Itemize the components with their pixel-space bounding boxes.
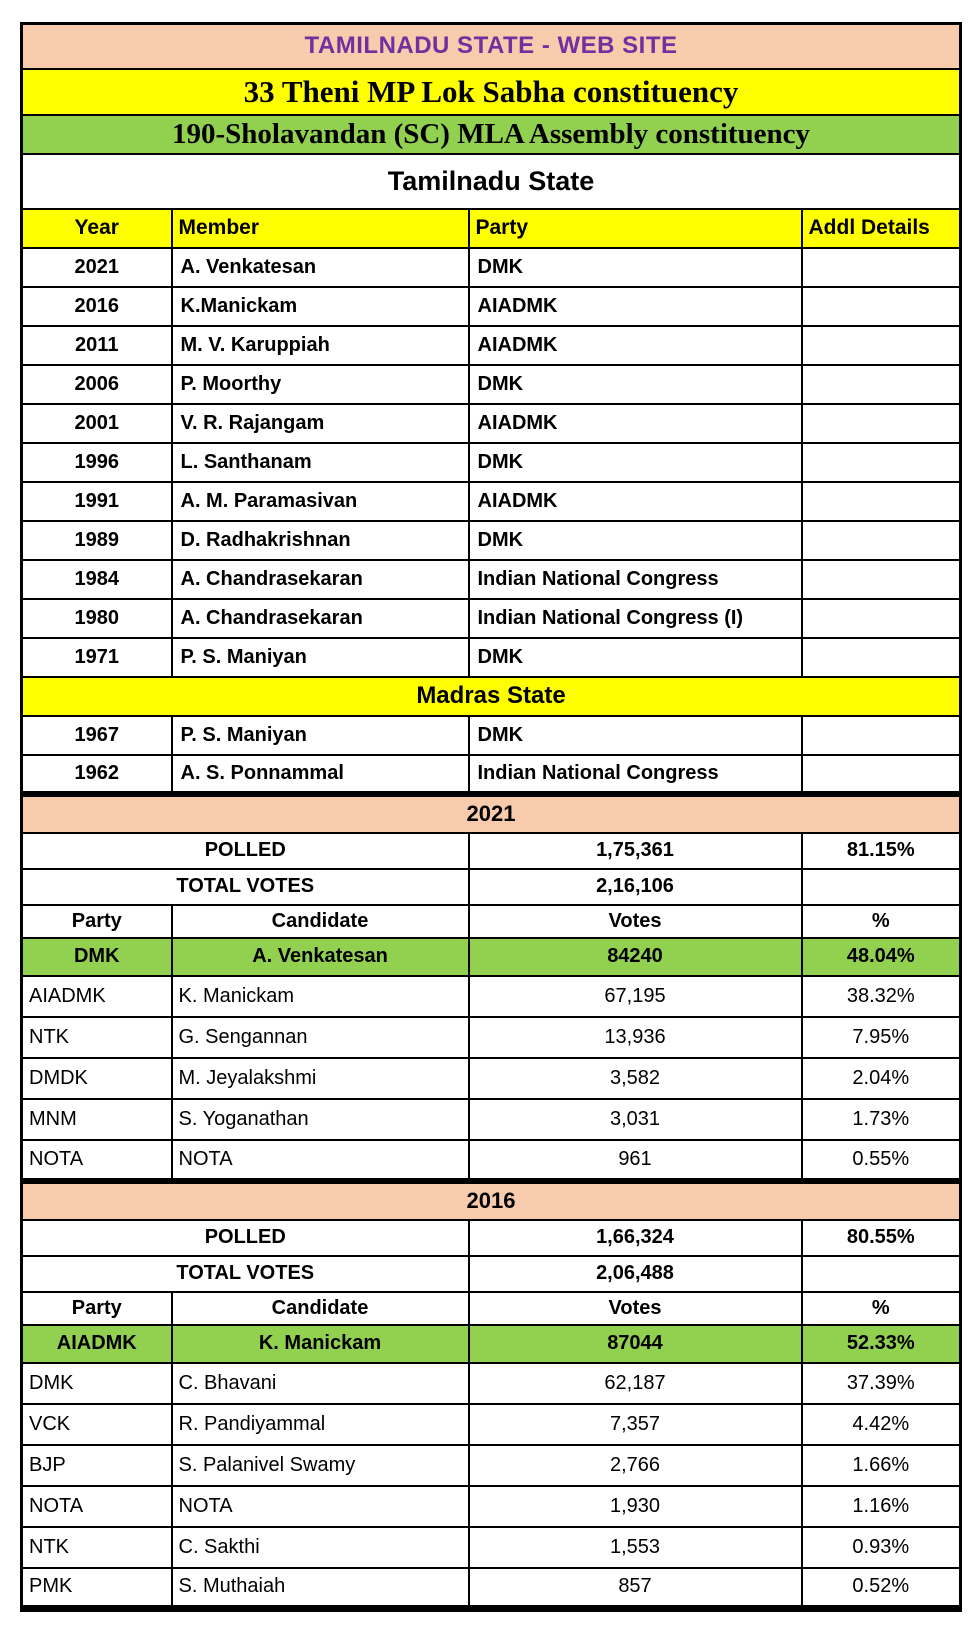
result-candidate-cell: NOTA — [172, 1140, 469, 1181]
result-candidate-cell: K. Manickam — [172, 1325, 469, 1363]
member-name-cell: V. R. Rajangam — [172, 404, 469, 443]
member-row — [22, 365, 961, 404]
member-party-cell: Indian National Congress — [469, 755, 802, 794]
result-party-cell: NTK — [22, 1017, 172, 1058]
result-row — [22, 938, 961, 976]
election-2021-header-section — [22, 794, 961, 938]
madras-title-row — [22, 677, 961, 716]
result-party-cell: PMK — [22, 1568, 172, 1609]
member-name-cell: A. Chandrasekaran — [172, 599, 469, 638]
member-year-cell: 1984 — [22, 560, 172, 599]
member-party-cell: AIADMK — [469, 404, 802, 443]
result-candidate-cell: A. Venkatesan — [172, 938, 469, 976]
state-title-row — [22, 154, 961, 209]
result-row — [22, 1404, 961, 1445]
polled-percent: 80.55% — [802, 1220, 961, 1256]
total-votes-value: 2,16,106 — [469, 869, 802, 905]
total-votes-label: TOTAL VOTES — [22, 869, 469, 905]
member-row — [22, 287, 961, 326]
result-candidate-cell: G. Sengannan — [172, 1017, 469, 1058]
polled-votes: 1,66,324 — [469, 1220, 802, 1256]
polled-percent: 81.15% — [802, 833, 961, 869]
member-party-cell: DMK — [469, 521, 802, 560]
result-party-cell: MNM — [22, 1099, 172, 1140]
member-party-cell: DMK — [469, 248, 802, 287]
total-votes-row — [22, 1256, 961, 1292]
col-header-result-candidate: Candidate — [172, 1292, 469, 1325]
member-row — [22, 599, 961, 638]
result-row — [22, 1527, 961, 1568]
result-row — [22, 1363, 961, 1404]
member-year-cell: 1962 — [22, 755, 172, 794]
member-year-cell: 1967 — [22, 716, 172, 755]
result-votes-cell: 62,187 — [469, 1363, 802, 1404]
member-name-cell: M. V. Karuppiah — [172, 326, 469, 365]
result-percent-cell: 52.33% — [802, 1325, 961, 1363]
result-votes-cell: 857 — [469, 1568, 802, 1609]
result-candidate-cell: NOTA — [172, 1486, 469, 1527]
result-row — [22, 1568, 961, 1609]
result-candidate-cell: C. Bhavani — [172, 1363, 469, 1404]
member-addl-cell — [802, 482, 961, 521]
member-year-cell: 1996 — [22, 443, 172, 482]
polled-label: POLLED — [22, 833, 469, 869]
total-votes-row — [22, 869, 961, 905]
member-party-cell: Indian National Congress (I) — [469, 599, 802, 638]
result-candidate-cell: S. Yoganathan — [172, 1099, 469, 1140]
mp-constituency-banner: 33 Theni MP Lok Sabha constituency — [22, 69, 961, 115]
result-candidate-cell: S. Muthaiah — [172, 1568, 469, 1609]
result-row — [22, 1140, 961, 1181]
col-header-result-votes: Votes — [469, 1292, 802, 1325]
member-name-cell: A. Chandrasekaran — [172, 560, 469, 599]
result-row — [22, 1017, 961, 1058]
member-addl-cell — [802, 599, 961, 638]
result-percent-cell: 4.42% — [802, 1404, 961, 1445]
member-addl-cell — [802, 326, 961, 365]
col-header-result-percent: % — [802, 1292, 961, 1325]
result-party-cell: DMK — [22, 1363, 172, 1404]
member-addl-cell — [802, 755, 961, 794]
member-row — [22, 755, 961, 794]
result-percent-cell: 1.16% — [802, 1486, 961, 1527]
col-header-result-party: Party — [22, 905, 172, 938]
col-header-member: Member — [172, 209, 469, 248]
member-party-cell: DMK — [469, 716, 802, 755]
result-percent-cell: 0.55% — [802, 1140, 961, 1181]
result-party-cell: NTK — [22, 1527, 172, 1568]
member-addl-cell — [802, 404, 961, 443]
madras-section-title: Madras State — [22, 677, 961, 716]
mla-constituency-banner: 190-Sholavandan (SC) MLA Assembly constituency — [22, 115, 961, 154]
member-addl-cell — [802, 287, 961, 326]
member-row — [22, 716, 961, 755]
col-header-result-party: Party — [22, 1292, 172, 1325]
result-percent-cell: 2.04% — [802, 1058, 961, 1099]
result-party-cell: AIADMK — [22, 1325, 172, 1363]
col-header-result-percent: % — [802, 905, 961, 938]
result-row — [22, 1099, 961, 1140]
member-year-cell: 2021 — [22, 248, 172, 287]
result-row — [22, 976, 961, 1017]
result-percent-cell: 48.04% — [802, 938, 961, 976]
polled-row — [22, 833, 961, 869]
col-header-year: Year — [22, 209, 172, 248]
constituency-table — [20, 22, 962, 1612]
member-party-cell: AIADMK — [469, 326, 802, 365]
result-percent-cell: 0.93% — [802, 1527, 961, 1568]
member-row — [22, 443, 961, 482]
member-addl-cell — [802, 443, 961, 482]
member-row — [22, 482, 961, 521]
polled-label: POLLED — [22, 1220, 469, 1256]
result-party-cell: NOTA — [22, 1486, 172, 1527]
total-votes-value: 2,06,488 — [469, 1256, 802, 1292]
result-row — [22, 1486, 961, 1527]
result-row — [22, 1325, 961, 1363]
results-header-row — [22, 905, 961, 938]
result-votes-cell: 87044 — [469, 1325, 802, 1363]
member-name-cell: A. S. Ponnammal — [172, 755, 469, 794]
total-votes-percent-cell — [802, 869, 961, 905]
election-2021-results-section — [22, 938, 961, 1181]
member-party-cell: AIADMK — [469, 482, 802, 521]
result-row — [22, 1445, 961, 1486]
member-addl-cell — [802, 638, 961, 677]
result-votes-cell: 2,766 — [469, 1445, 802, 1486]
madras-members-section — [22, 716, 961, 794]
site-title: TAMILNADU STATE - WEB SITE — [22, 24, 961, 69]
mla-constituency-row — [22, 115, 961, 154]
member-name-cell: L. Santhanam — [172, 443, 469, 482]
member-addl-cell — [802, 248, 961, 287]
result-votes-cell: 84240 — [469, 938, 802, 976]
election-year-banner: 2016 — [22, 1181, 961, 1220]
member-name-cell: A. Venkatesan — [172, 248, 469, 287]
member-row — [22, 404, 961, 443]
result-party-cell: AIADMK — [22, 976, 172, 1017]
member-name-cell: P. S. Maniyan — [172, 638, 469, 677]
member-addl-cell — [802, 560, 961, 599]
member-year-cell: 2016 — [22, 287, 172, 326]
result-candidate-cell: R. Pandiyammal — [172, 1404, 469, 1445]
site-title-row — [22, 24, 961, 69]
member-row — [22, 248, 961, 287]
result-votes-cell: 7,357 — [469, 1404, 802, 1445]
member-name-cell: K.Manickam — [172, 287, 469, 326]
result-party-cell: BJP — [22, 1445, 172, 1486]
total-votes-label: TOTAL VOTES — [22, 1256, 469, 1292]
member-name-cell: P. S. Maniyan — [172, 716, 469, 755]
member-year-cell: 1980 — [22, 599, 172, 638]
member-party-cell: AIADMK — [469, 287, 802, 326]
member-party-cell: DMK — [469, 365, 802, 404]
member-name-cell: A. M. Paramasivan — [172, 482, 469, 521]
result-candidate-cell: C. Sakthi — [172, 1527, 469, 1568]
state-section-title: Tamilnadu State — [22, 154, 961, 209]
member-party-cell: DMK — [469, 443, 802, 482]
result-candidate-cell: K. Manickam — [172, 976, 469, 1017]
member-addl-cell — [802, 365, 961, 404]
member-row — [22, 638, 961, 677]
member-name-cell: D. Radhakrishnan — [172, 521, 469, 560]
election-year-banner: 2021 — [22, 794, 961, 833]
result-votes-cell: 13,936 — [469, 1017, 802, 1058]
result-party-cell: NOTA — [22, 1140, 172, 1181]
member-addl-cell — [802, 521, 961, 560]
madras-header-section — [22, 677, 961, 716]
member-party-cell: Indian National Congress — [469, 560, 802, 599]
member-party-cell: DMK — [469, 638, 802, 677]
result-row — [22, 1058, 961, 1099]
result-votes-cell: 3,582 — [469, 1058, 802, 1099]
result-party-cell: DMK — [22, 938, 172, 976]
results-header-row — [22, 1292, 961, 1325]
result-percent-cell: 7.95% — [802, 1017, 961, 1058]
member-row — [22, 326, 961, 365]
polled-row — [22, 1220, 961, 1256]
election-2016-header-section — [22, 1181, 961, 1325]
result-candidate-cell: S. Palanivel Swamy — [172, 1445, 469, 1486]
col-header-result-votes: Votes — [469, 905, 802, 938]
result-percent-cell: 0.52% — [802, 1568, 961, 1609]
result-votes-cell: 3,031 — [469, 1099, 802, 1140]
col-header-addl-details: Addl Details — [802, 209, 961, 248]
col-header-result-candidate: Candidate — [172, 905, 469, 938]
election-year-row — [22, 1181, 961, 1220]
result-percent-cell: 1.66% — [802, 1445, 961, 1486]
tamilnadu-members-section — [22, 248, 961, 677]
member-year-cell: 1991 — [22, 482, 172, 521]
member-addl-cell — [802, 716, 961, 755]
members-header-row — [22, 209, 961, 248]
member-year-cell: 2001 — [22, 404, 172, 443]
member-year-cell: 2011 — [22, 326, 172, 365]
member-year-cell: 2006 — [22, 365, 172, 404]
total-votes-percent-cell — [802, 1256, 961, 1292]
member-year-cell: 1971 — [22, 638, 172, 677]
member-year-cell: 1989 — [22, 521, 172, 560]
result-candidate-cell: M. Jeyalakshmi — [172, 1058, 469, 1099]
result-percent-cell: 37.39% — [802, 1363, 961, 1404]
result-votes-cell: 1,553 — [469, 1527, 802, 1568]
result-votes-cell: 1,930 — [469, 1486, 802, 1527]
member-row — [22, 560, 961, 599]
result-votes-cell: 67,195 — [469, 976, 802, 1017]
election-year-row — [22, 794, 961, 833]
col-header-party: Party — [469, 209, 802, 248]
mp-constituency-row — [22, 69, 961, 115]
member-name-cell: P. Moorthy — [172, 365, 469, 404]
result-party-cell: DMDK — [22, 1058, 172, 1099]
member-row — [22, 521, 961, 560]
banner-section — [22, 24, 961, 248]
result-votes-cell: 961 — [469, 1140, 802, 1181]
election-2016-results-section — [22, 1325, 961, 1609]
result-percent-cell: 1.73% — [802, 1099, 961, 1140]
result-party-cell: VCK — [22, 1404, 172, 1445]
polled-votes: 1,75,361 — [469, 833, 802, 869]
result-percent-cell: 38.32% — [802, 976, 961, 1017]
